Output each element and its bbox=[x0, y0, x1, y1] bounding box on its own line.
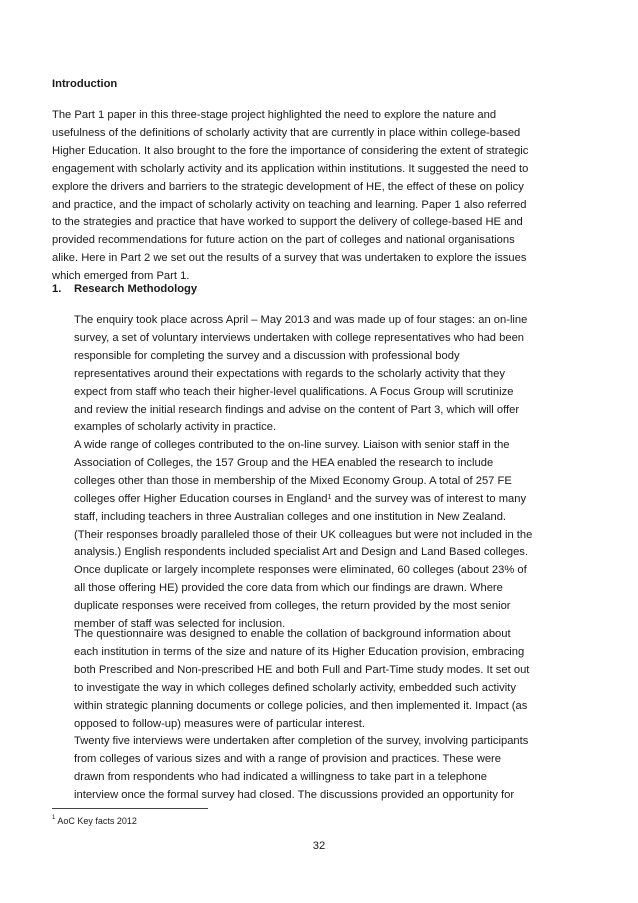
introduction-heading: Introduction bbox=[52, 78, 118, 90]
text-line: duplicate responses were received from colleges, the return provided by the most senior bbox=[74, 600, 511, 613]
text-line: each institution in terms of the size and nature of its Higher Education provision, embracing bbox=[74, 645, 525, 658]
methodology-paragraph-4 bbox=[74, 733, 528, 805]
text-line: A wide range of colleges contributed to the on-line survey. Liaison with senior staff in the bbox=[74, 439, 510, 451]
text-line: all those offering HE) provided the core data from which our findings are drawn. Where bbox=[74, 582, 503, 595]
text-line: Association of Colleges, the 157 Group and the HEA enabled the research to include bbox=[74, 456, 494, 469]
text-line: explore the drivers and barriers to the strategic development of HE, the effect of these on policy bbox=[52, 180, 524, 193]
text-line: colleges other than those in membership of the Mixed Economy Group. A total of 257 FE bbox=[74, 474, 512, 487]
text-line-with-footnote bbox=[74, 491, 532, 509]
methodology-paragraph-3 bbox=[74, 626, 529, 733]
text-line: to the strategies and practice that have worked to support the delivery of college-based HE and bbox=[52, 216, 523, 229]
text-line: and practice, and the impact of scholarly activity on teaching and learning. Paper 1 also referred bbox=[52, 198, 527, 211]
text-line: engagement with scholarly activity and its application within institutions. It suggested the need to bbox=[52, 162, 529, 175]
text-line: Higher Education. It also brought to the fore the importance of considering the extent of strategic bbox=[52, 144, 529, 157]
text-fragment: colleges offer Higher Education courses in England bbox=[74, 492, 328, 505]
text-line: responsible for completing the survey and a discussion with professional body bbox=[74, 349, 460, 362]
footnote-reference: 1 bbox=[327, 493, 332, 501]
text-line: examples of scholarly activity in practice. bbox=[74, 421, 277, 434]
page-number: 32 bbox=[312, 840, 326, 852]
text-line: expect from staff who teach their higher-level qualifications. A Focus Group will scrutinize bbox=[74, 385, 514, 398]
text-line: drawn from respondents who had indicated a willingness to take part in a telephone bbox=[74, 770, 487, 783]
text-line: interview once the formal survey had closed. The discussions provided an opportunity for bbox=[74, 788, 515, 801]
footnote-divider bbox=[52, 808, 208, 809]
methodology-paragraph-1 bbox=[74, 312, 527, 437]
section-title: Research Methodology bbox=[74, 283, 198, 295]
text-line: Twenty five interviews were undertaken after completion of the survey, involving participants bbox=[74, 735, 529, 747]
methodology-paragraph-2 bbox=[74, 437, 532, 634]
text-line: and review the initial research findings and advise on the content of Part 3, which will offer bbox=[74, 403, 520, 416]
text-line: The questionnaire was designed to enable the collation of background information about bbox=[74, 628, 511, 640]
introduction-paragraph bbox=[52, 107, 528, 286]
text-line: to investigate the way in which colleges defined scholarly activity, embedded such activity bbox=[74, 681, 516, 694]
text-line: opposed to follow-up) measures were of particular interest. bbox=[74, 717, 366, 730]
footnote bbox=[52, 816, 137, 826]
text-line: staff, including teachers in three Australian colleges and one institution in New Zealand. bbox=[74, 510, 507, 523]
text-line: provided recommendations for future action on the part of colleges and national organisations bbox=[52, 234, 515, 247]
text-line: representatives around their expectations with regards to the scholarly activity that they bbox=[74, 367, 505, 380]
text-line: The enquiry took place across April – May 2013 and was made up of four stages: an on-line bbox=[74, 314, 528, 326]
text-line: (Their responses broadly paralleled those of their UK colleagues but were not included in the bbox=[74, 528, 533, 541]
text-line: alike. Here in Part 2 we set out the results of a survey that was undertaken to explore the issues bbox=[52, 252, 527, 265]
text-line: Once duplicate or largely incomplete responses were eliminated, 60 colleges (about 23% of bbox=[74, 564, 527, 577]
text-fragment: and the survey was of interest to many bbox=[331, 492, 527, 505]
text-line: from colleges of various sizes and with a range of provision and practices. These were bbox=[74, 752, 501, 765]
section-number: 1. bbox=[52, 283, 62, 295]
text-line: both Prescribed and Non-prescribed HE and both Full and Part-Time study modes. It set out bbox=[74, 663, 530, 676]
text-line: which emerged from Part 1. bbox=[52, 270, 190, 283]
footnote-text: AoC Key facts 2012 bbox=[55, 816, 137, 826]
text-line: analysis.) English respondents included specialist Art and Design and Land Based colleges. bbox=[74, 546, 528, 559]
text-line: usefulness of the definitions of scholarly activity that are currently in place within college-based bbox=[52, 126, 521, 139]
methodology-heading bbox=[52, 283, 197, 295]
text-line: The Part 1 paper in this three-stage project highlighted the need to explore the nature and bbox=[52, 109, 497, 121]
text-line: member of staff was selected for inclusion. bbox=[74, 618, 286, 631]
text-line: within strategic planning documents or college policies, and then implemented it. Impact (as bbox=[74, 699, 528, 712]
text-line: survey, a set of voluntary interviews undertaken with college representatives who had been bbox=[74, 331, 525, 344]
footnote-marker: 1 bbox=[52, 815, 56, 821]
